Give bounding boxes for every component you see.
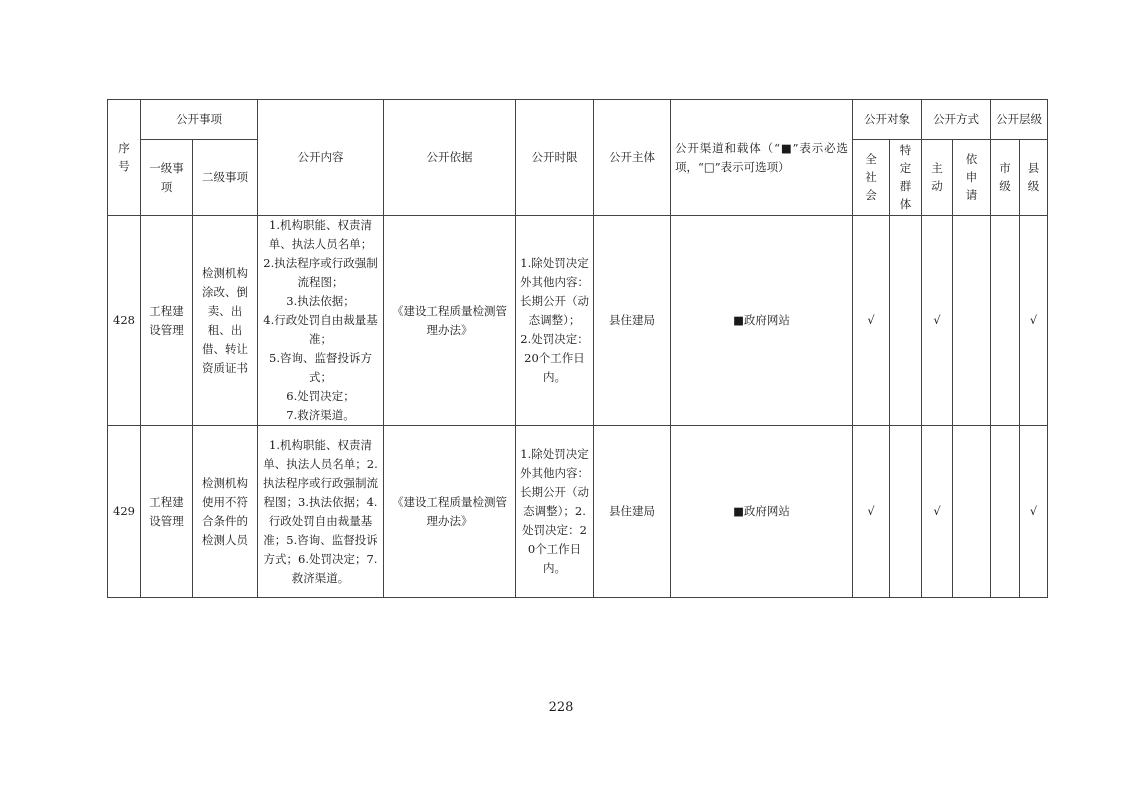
row-subject: 县住建局 bbox=[594, 216, 671, 426]
row-level1: 工程建设管理 bbox=[141, 426, 193, 598]
header-level2: 二级事项 bbox=[193, 140, 258, 216]
row-level2: 检测机构涂改、倒卖、出租、出借、转让资质证书 bbox=[193, 216, 258, 426]
row-basis: 《建设工程质量检测管理办法》 bbox=[384, 426, 516, 598]
header-level-city: 市级 bbox=[991, 140, 1020, 216]
header-time-limit: 公开时限 bbox=[516, 100, 594, 216]
row-channel: ■政府网站 bbox=[671, 426, 853, 598]
header-target-all: 全社会 bbox=[853, 140, 890, 216]
header-method-active: 主动 bbox=[922, 140, 953, 216]
header-basis: 公开依据 bbox=[384, 100, 516, 216]
header-public-item: 公开事项 bbox=[141, 100, 258, 140]
row-time-limit: 1.除处罚决定外其他内容：长期公开（动态调整）；2.处罚决定：20个工作日内。 bbox=[516, 426, 594, 598]
row-level-county: √ bbox=[1020, 426, 1048, 598]
header-method: 公开方式 bbox=[922, 100, 991, 140]
row-level-county: √ bbox=[1020, 216, 1048, 426]
header-subject: 公开主体 bbox=[594, 100, 671, 216]
row-content: 1.机构职能、权责清单、执法人员名单；2.执法程序或行政强制流程图；3.执法依据；4.行政处罚自由裁量基准；5.咨询、监督投诉方式；6.处罚决定；7.救济渠道。 bbox=[258, 426, 384, 598]
row-level-city bbox=[991, 426, 1020, 598]
header-target: 公开对象 bbox=[853, 100, 922, 140]
header-target-specific: 特定群体 bbox=[890, 140, 922, 216]
row-subject: 县住建局 bbox=[594, 426, 671, 598]
row-method-apply bbox=[953, 426, 991, 598]
header-content: 公开内容 bbox=[258, 100, 384, 216]
row-method-active: √ bbox=[922, 216, 953, 426]
row-method-apply bbox=[953, 216, 991, 426]
row-target-specific bbox=[890, 426, 922, 598]
row-basis: 《建设工程质量检测管理办法》 bbox=[384, 216, 516, 426]
table-row bbox=[108, 426, 1048, 598]
row-method-active: √ bbox=[922, 426, 953, 598]
row-level-city bbox=[991, 216, 1020, 426]
row-seq: 429 bbox=[108, 426, 141, 598]
header-method-apply: 依申请 bbox=[953, 140, 991, 216]
header-row-1 bbox=[108, 100, 1048, 140]
header-level-county: 县级 bbox=[1020, 140, 1048, 216]
row-seq: 428 bbox=[108, 216, 141, 426]
header-channel: 公开渠道和载体（“■”表示必选项，“□”表示可选项） bbox=[671, 100, 853, 216]
header-seq: 序号 bbox=[108, 100, 141, 216]
row-content: 1.机构职能、权责清单、执法人员名单； 2.执法程序或行政强制流程图； 3.执法依据； 4.行政处罚自由裁量基准； 5.咨询、监督投诉方式； 6.处罚决定； 7.救济渠道。 bbox=[258, 216, 384, 426]
header-level1: 一级事项 bbox=[141, 140, 193, 216]
row-level2: 检测机构使用不符合条件的检测人员 bbox=[193, 426, 258, 598]
row-target-specific bbox=[890, 216, 922, 426]
table-row bbox=[108, 216, 1048, 426]
row-time-limit: 1.除处罚决定外其他内容：长期公开（动态调整）； 2.处罚决定：20个工作日内。 bbox=[516, 216, 594, 426]
row-level1: 工程建设管理 bbox=[141, 216, 193, 426]
header-level: 公开层级 bbox=[991, 100, 1048, 140]
row-target-all: √ bbox=[853, 216, 890, 426]
row-target-all: √ bbox=[853, 426, 890, 598]
row-channel: ■政府网站 bbox=[671, 216, 853, 426]
disclosure-table bbox=[107, 99, 1048, 598]
page-number: 228 bbox=[548, 700, 574, 715]
